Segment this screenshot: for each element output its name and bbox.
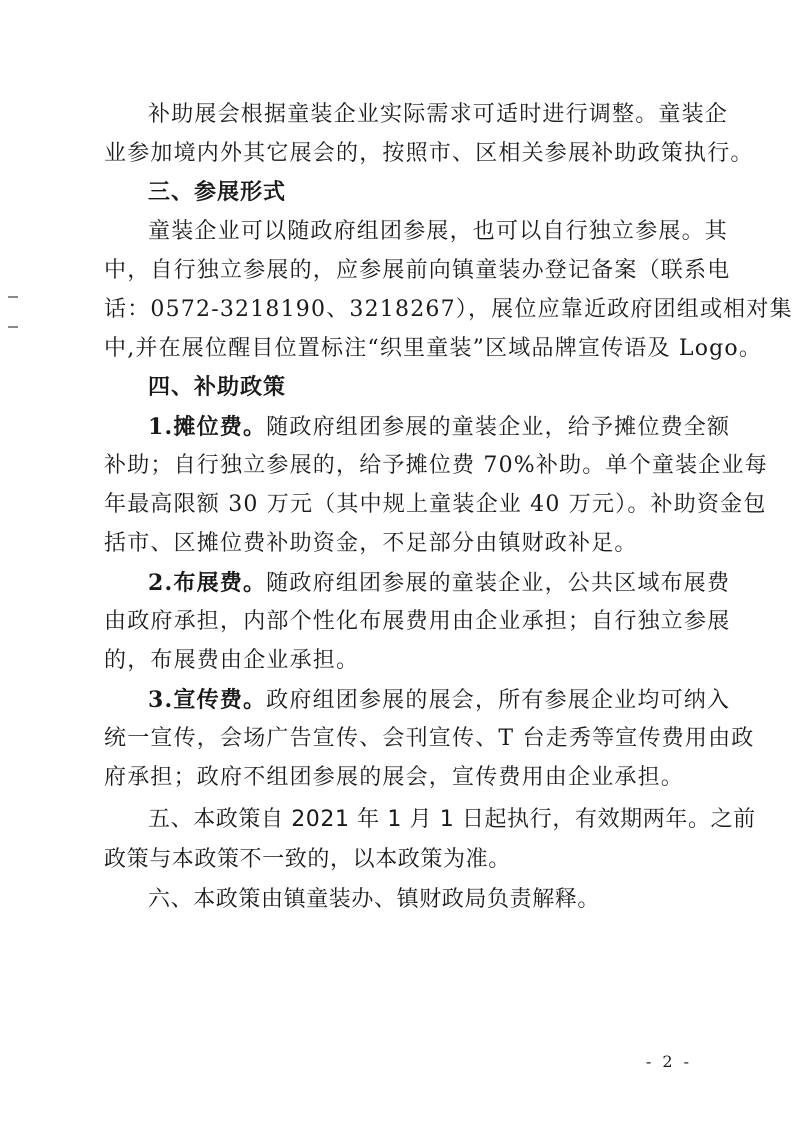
item-lead: 2.布展费。: [148, 570, 267, 596]
list-item-line: [148, 412, 731, 443]
item-text: 随政府组团参展的童装企业，公共区域布展费: [266, 571, 731, 596]
paragraph-line: 政策与本政策不一致的，以本政策为准。: [104, 847, 511, 872]
item-text: 政府组团参展的展会，所有参展企业均可纳入: [266, 688, 731, 713]
list-item-line: [148, 568, 731, 599]
scan-margin-mark: [8, 296, 18, 298]
paragraph-line: 中,并在展位醒目位置标注“织里童装”区域品牌宣传语及 Logo。: [104, 336, 763, 361]
paragraph-line: 补助展会根据童装企业实际需求可适时进行调整。童装企: [148, 102, 729, 127]
item-text: 随政府组团参展的童装企业，给予摊位费全额: [266, 415, 731, 440]
paragraph-line: 中，自行独立参展的，应参展前向镇童装办登记备案（联系电: [104, 258, 731, 283]
paragraph-line: 由政府承担，内部个性化布展费用由企业承担；自行独立参展: [104, 609, 731, 634]
scan-margin-mark: [8, 326, 18, 328]
section-heading: 四、补助政策: [148, 375, 287, 400]
paragraph-line: 话：0572-3218190、3218267），展位应靠近政府团组或相对集: [104, 297, 793, 322]
item-lead: 1.摊位费。: [148, 414, 267, 440]
paragraph-line: 年最高限额 30 万元（其中规上童装企业 40 万元）。补助资金包: [104, 492, 767, 517]
paragraph-line: 五、本政策自 2021 年 1 月 1 日起执行，有效期两年。之前: [148, 807, 756, 832]
paragraph-line: 童装企业可以随政府组团参展，也可以自行独立参展。其: [148, 219, 729, 244]
list-item-line: [148, 685, 731, 716]
section-heading: 三、参展形式: [148, 180, 287, 205]
paragraph-line: 补助；自行独立参展的，给予摊位费 70%补助。单个童装企业每: [104, 453, 768, 478]
paragraph-line: 府承担；政府不组团参展的展会，宣传费用由企业承担。: [104, 765, 685, 790]
paragraph-line: 括市、区摊位费补助资金，不足部分由镇财政补足。: [104, 531, 638, 556]
paragraph-line: 业参加境内外其它展会的，按照市、区相关参展补助政策执行。: [104, 141, 754, 166]
paragraph-line: 六、本政策由镇童装办、镇财政局负责解释。: [148, 887, 601, 912]
paragraph-line: 的，布展费由企业承担。: [104, 648, 360, 673]
paragraph-line: 统一宣传，会场广告宣传、会刊宣传、T 台走秀等宣传费用由政: [104, 726, 755, 751]
item-lead: 3.宣传费。: [148, 687, 267, 713]
page-number: - 2 -: [645, 1052, 692, 1071]
